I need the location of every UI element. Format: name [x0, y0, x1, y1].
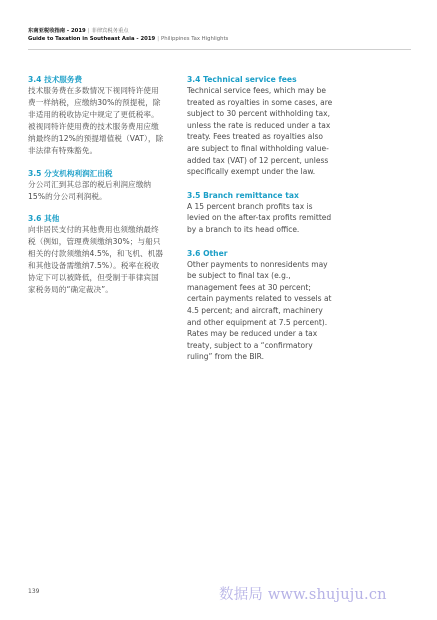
- header-line-english: [28, 35, 228, 43]
- header-subtitle-cn: 菲律宾税务重点: [91, 28, 129, 34]
- header-subtitle-en: Philippines Tax Highlights: [161, 36, 229, 42]
- section-body: A 15 percent branch profits tax is levied on the after-tax profits remitted by a branch to its head office.: [187, 201, 332, 234]
- section-body: 技术服务费在多数情况下视同特许使用费一样纳税，应缴纳30%的预提税，除非适用的税收协定中规定了更低税率。被视同特许使用费的技术服务费用应缴纳最终的12%的预提增值税（VAT），除非法律有特殊豁免。: [28, 86, 164, 155]
- header-divider: [28, 49, 411, 50]
- section-body: 向非居民支付的其他费用也须缴纳最终税（例如，管理费须缴纳30%；与船只相关的付款须缴纳4.5%，和飞机、机器和其他设备需缴纳7.5%）。税率在税收协定下可以被降低，但受制于菲律宾国家税务局的“确定裁决”。: [28, 225, 164, 294]
- header-guide-title-en: Guide to Taxation in Southeast Asia - 2019: [28, 36, 156, 42]
- section-other-cn: [28, 213, 166, 296]
- section-body: 分公司汇到其总部的税后利润应缴纳15%的分公司利润税。: [28, 180, 152, 201]
- watermark-text: 数据局 www.shujuju.cn: [219, 587, 387, 603]
- english-column: [187, 74, 335, 363]
- section-body: Technical service fees, which may be treated as royalties in some cases, are subject to 30 percent withholding tax, unless the rate is reduced under a tax treaty. Fees treated as royalties also are subject to final withholding value-added tax (VAT) of 12 percent, unless specifically exempt under the law.: [187, 86, 333, 177]
- section-title: 3.5 Branch remittance tax: [187, 190, 299, 200]
- header-separator: |: [87, 28, 90, 34]
- section-title: 3.4 技术服务费: [28, 75, 83, 84]
- section-branch-remittance-tax-cn: [28, 168, 166, 203]
- section-body: Other payments to nonresidents may be subject to final tax (e.g., management fees at 30 percent; certain payments related to vessels at 4.5 percent; and aircraft, machinery and other equipment at 7.5 percent). Rates may be reduced under a tax treaty, subject to a “confirmatory ruling” from the BIR.: [187, 259, 332, 362]
- header-line-chinese: [28, 27, 228, 35]
- header-separator: |: [157, 36, 159, 42]
- header-guide-title-cn: 东南亚税收指南 - 2019: [28, 28, 86, 34]
- section-technical-service-fees-en: [187, 74, 335, 178]
- section-title: 3.6 其他: [28, 214, 60, 223]
- section-other-en: [187, 248, 335, 363]
- chinese-column: [28, 74, 166, 296]
- section-title: 3.5 分支机构利润汇出税: [28, 169, 113, 178]
- section-title: 3.6 Other: [187, 248, 228, 258]
- section-branch-remittance-tax-en: [187, 190, 335, 236]
- section-title: 3.4 Technical service fees: [187, 75, 297, 84]
- running-header: [28, 27, 228, 43]
- section-technical-service-fees-cn: [28, 74, 166, 157]
- page-number: 139: [28, 588, 40, 595]
